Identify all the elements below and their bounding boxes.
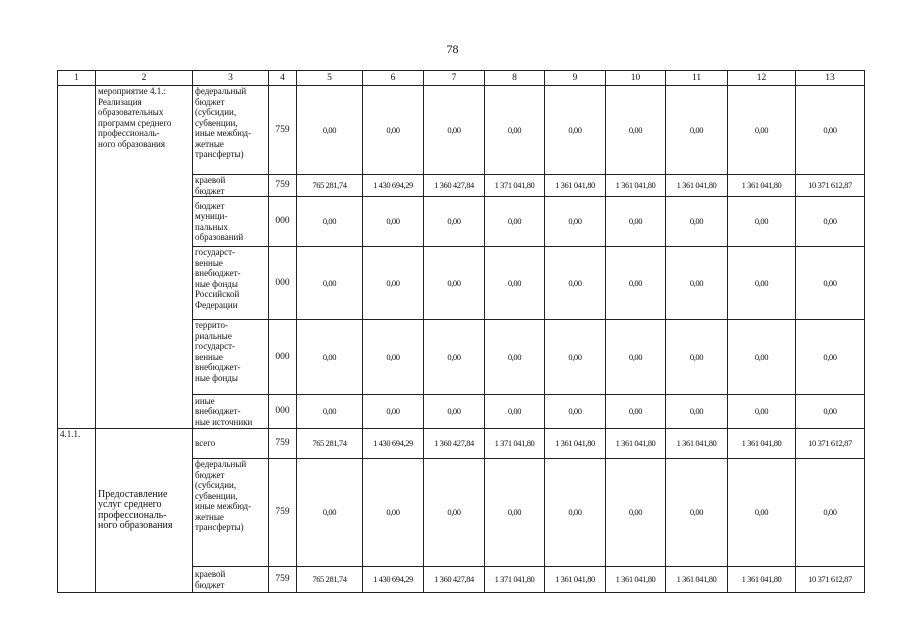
value-cell: 0,00 (297, 459, 363, 567)
value-cell: 0,00 (297, 86, 363, 175)
code-cell: 759 (269, 567, 297, 593)
value-cell: 0,00 (796, 197, 865, 247)
value-cell: 1 371 041,80 (485, 175, 545, 197)
activity-name-line: ного образования (98, 520, 173, 531)
funding-source-cell (193, 459, 269, 567)
value-cell: 0,00 (424, 197, 485, 247)
value-cell: 765 281,74 (297, 567, 363, 593)
code-cell: 000 (269, 247, 297, 320)
value-cell: 1 361 041,80 (666, 429, 728, 459)
value-cell: 1 361 041,80 (666, 175, 728, 197)
value-cell: 0,00 (728, 86, 796, 175)
value-cell: 0,00 (796, 459, 865, 567)
header-cell: 11 (666, 71, 728, 86)
funding-source-line: террито- (195, 320, 229, 330)
funding-source-line: образований (195, 232, 244, 242)
value-cell: 1 430 694,29 (363, 429, 424, 459)
funding-source-cell (193, 320, 269, 395)
value-cell: 0,00 (728, 459, 796, 567)
value-cell: 0,00 (606, 197, 666, 247)
funding-source-line: бюджет (195, 96, 225, 107)
funding-source-line: бюджет (195, 200, 225, 211)
value-cell: 1 361 041,80 (728, 429, 796, 459)
value-cell: 0,00 (424, 86, 485, 175)
page-number: 78 (446, 42, 459, 56)
value-cell: 1 361 041,80 (545, 429, 606, 459)
funding-source-cell (193, 86, 269, 175)
header-cell: 7 (424, 71, 485, 86)
funding-source-line: краевой (195, 175, 226, 185)
header-cell: 10 (606, 71, 666, 86)
activity-name-line: ного образования (98, 138, 166, 149)
funding-source-line: риальные (195, 330, 232, 341)
value-cell: 0,00 (363, 247, 424, 320)
value-cell: 10 371 612,87 (796, 429, 865, 459)
value-cell: 0,00 (424, 459, 485, 567)
funding-source-line: иные межбюд- (195, 501, 252, 511)
code-cell: 000 (269, 197, 297, 247)
value-cell: 0,00 (666, 459, 728, 567)
funding-source-line: бюджет (195, 579, 225, 590)
value-cell: 0,00 (485, 247, 545, 320)
budget-table (57, 70, 865, 593)
activity-name-line: профессиональ- (98, 509, 167, 521)
header-cell: 4 (269, 71, 297, 86)
value-cell: 0,00 (545, 86, 606, 175)
header-cell: 8 (485, 71, 545, 86)
activity-name-line: профессиональ- (98, 128, 160, 138)
value-cell: 10 371 612,87 (796, 175, 865, 197)
header-cell: 6 (363, 71, 424, 86)
code-cell: 759 (269, 175, 297, 197)
activity-name-line: услуг среднего (98, 499, 162, 510)
value-cell: 0,00 (606, 320, 666, 395)
value-cell: 0,00 (363, 395, 424, 429)
value-cell: 1 361 041,80 (545, 175, 606, 197)
funding-source-line: (субсидии, (195, 107, 237, 117)
funding-source-cell (193, 175, 269, 197)
value-cell: 0,00 (666, 86, 728, 175)
value-cell: 1 360 427,84 (424, 567, 485, 593)
value-cell: 0,00 (545, 197, 606, 247)
funding-source-line: трансферты) (195, 522, 244, 532)
code-cell: 000 (269, 320, 297, 395)
value-cell: 765 281,74 (297, 175, 363, 197)
funding-source-line: краевой (195, 569, 226, 579)
value-cell: 0,00 (485, 197, 545, 247)
funding-source-cell (193, 395, 269, 429)
value-cell: 0,00 (363, 197, 424, 247)
funding-source-line: иные межбюд- (195, 128, 252, 138)
value-cell: 0,00 (424, 320, 485, 395)
value-cell: 0,00 (728, 197, 796, 247)
funding-source-line: бюджет (195, 469, 225, 480)
funding-source-line: всего (195, 438, 216, 449)
value-cell: 1 360 427,84 (424, 175, 485, 197)
value-cell: 0,00 (485, 395, 545, 429)
activity-name-line: Реализация (98, 96, 142, 107)
value-cell: 0,00 (666, 197, 728, 247)
table-row (58, 86, 865, 175)
funding-source-line: жетные (195, 511, 224, 522)
funding-source-line: муници- (195, 211, 228, 221)
value-cell: 0,00 (796, 247, 865, 320)
funding-source-line: государст- (195, 247, 235, 257)
value-cell: 0,00 (424, 395, 485, 429)
funding-source-line: жетные (195, 138, 224, 149)
value-cell: 765 281,74 (297, 429, 363, 459)
code-cell: 000 (269, 395, 297, 429)
value-cell: 0,00 (606, 86, 666, 175)
activity-name-line: программ среднего (98, 117, 172, 128)
value-cell: 1 430 694,29 (363, 567, 424, 593)
funding-source-line: федеральный (195, 86, 247, 96)
value-cell: 0,00 (545, 320, 606, 395)
funding-source-line: Федерации (195, 299, 238, 310)
funding-source-cell (193, 429, 269, 459)
funding-source-cell (193, 247, 269, 320)
value-cell: 0,00 (728, 395, 796, 429)
header-cell: 1 (58, 71, 96, 86)
value-cell: 0,00 (796, 395, 865, 429)
value-cell: 1 361 041,80 (606, 567, 666, 593)
value-cell: 0,00 (666, 395, 728, 429)
code-cell: 759 (269, 429, 297, 459)
activity-name-line: Предоставление (98, 488, 168, 500)
funding-source-line: государст- (195, 341, 235, 351)
value-cell: 0,00 (666, 320, 728, 395)
header-cell: 9 (545, 71, 606, 86)
value-cell: 0,00 (796, 320, 865, 395)
code-cell: 759 (269, 459, 297, 567)
value-cell: 0,00 (485, 86, 545, 175)
funding-source-line: внебюджет- (195, 406, 241, 417)
value-cell: 0,00 (297, 395, 363, 429)
value-cell: 1 360 427,84 (424, 429, 485, 459)
value-cell: 0,00 (728, 247, 796, 320)
value-cell: 0,00 (545, 247, 606, 320)
funding-source-line: ные источники (195, 416, 253, 427)
funding-source-line: Российской (195, 289, 240, 299)
row-number-cell: 4.1.1. (58, 429, 96, 593)
funding-source-line: субвенции, (195, 117, 238, 128)
value-cell: 0,00 (363, 86, 424, 175)
value-cell: 0,00 (485, 459, 545, 567)
value-cell: 1 361 041,80 (728, 567, 796, 593)
value-cell: 0,00 (606, 459, 666, 567)
funding-source-line: ные фонды (195, 278, 238, 289)
value-cell: 1 361 041,80 (728, 175, 796, 197)
activity-name-line: мероприятие 4.1.: (98, 86, 166, 96)
funding-source-line: (субсидии, (195, 480, 237, 490)
funding-source-line: федеральный (195, 459, 247, 469)
value-cell: 0,00 (545, 395, 606, 429)
value-cell: 0,00 (297, 247, 363, 320)
value-cell: 1 371 041,80 (485, 429, 545, 459)
funding-source-line: венные (195, 351, 223, 362)
row-number-cell (58, 86, 96, 429)
funding-source-line: венные (195, 257, 223, 268)
value-cell: 0,00 (297, 320, 363, 395)
value-cell: 10 371 612,87 (796, 567, 865, 593)
funding-source-line: пальных (195, 221, 228, 232)
value-cell: 1 430 694,29 (363, 175, 424, 197)
funding-source-line: субвенции, (195, 490, 238, 501)
funding-source-line: бюджет (195, 185, 225, 196)
funding-source-line: ные фонды (195, 372, 238, 383)
value-cell: 0,00 (485, 320, 545, 395)
funding-source-line: иные (195, 395, 215, 406)
activity-name-cell (96, 86, 193, 429)
header-row (58, 71, 865, 86)
header-cell: 13 (796, 71, 865, 86)
activity-name-cell (96, 429, 193, 593)
value-cell: 0,00 (606, 395, 666, 429)
value-cell: 1 361 041,80 (606, 175, 666, 197)
value-cell: 0,00 (363, 320, 424, 395)
header-cell: 2 (96, 71, 193, 86)
header-cell: 5 (297, 71, 363, 86)
value-cell: 1 361 041,80 (545, 567, 606, 593)
funding-source-line: внебюджет- (195, 268, 241, 278)
value-cell: 1 361 041,80 (666, 567, 728, 593)
value-cell: 0,00 (666, 247, 728, 320)
value-cell: 0,00 (606, 247, 666, 320)
value-cell: 0,00 (545, 459, 606, 567)
value-cell: 0,00 (424, 247, 485, 320)
value-cell: 0,00 (363, 459, 424, 567)
header-cell: 3 (193, 71, 269, 86)
funding-source-line: внебюджет- (195, 362, 241, 372)
funding-source-cell (193, 197, 269, 247)
value-cell: 1 371 041,80 (485, 567, 545, 593)
activity-name-line: образовательных (98, 107, 164, 117)
value-cell: 1 361 041,80 (606, 429, 666, 459)
value-cell: 0,00 (796, 86, 865, 175)
table-row (58, 429, 865, 459)
funding-source-cell (193, 567, 269, 593)
funding-source-line: трансферты) (195, 149, 244, 159)
code-cell: 759 (269, 86, 297, 175)
value-cell: 0,00 (728, 320, 796, 395)
header-cell: 12 (728, 71, 796, 86)
value-cell: 0,00 (297, 197, 363, 247)
